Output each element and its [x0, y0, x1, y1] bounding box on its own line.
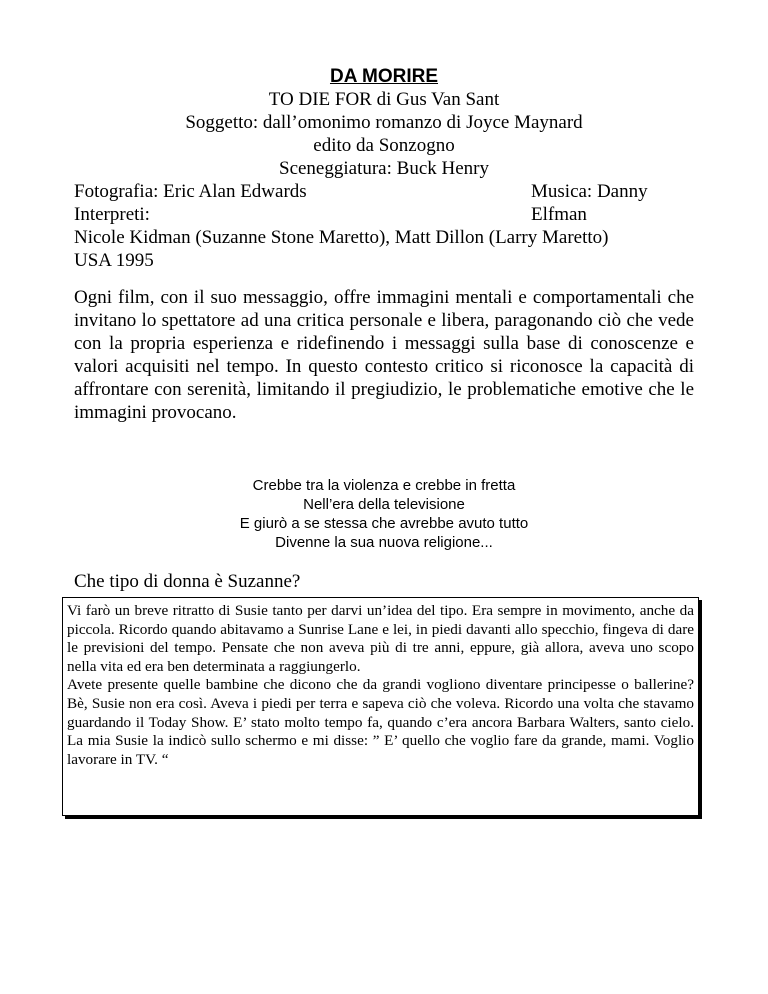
credits-interpreti: Nicole Kidman (Suzanne Stone Maretto), Matt Dillon (Larry Maretto)	[74, 227, 609, 248]
poem-line: Nell’era della televisione	[303, 496, 465, 513]
credits-soggetto: Soggetto: dall’omonimo romanzo di Joyce Maynard	[185, 112, 583, 133]
credits-fotografia: Fotografia: Eric Alan Edwards	[74, 181, 307, 202]
section-heading: Che tipo di donna è Suzanne?	[74, 571, 301, 592]
poem-line: Crebbe tra la violenza e crebbe in fretta	[252, 477, 516, 494]
poem-line: E giurò a se stessa che avrebbe avuto tutto	[239, 515, 529, 532]
credits-film-line: TO DIE FOR di Gus Van Sant	[268, 89, 500, 110]
credits-musica: Musica: Danny Elfman	[531, 181, 648, 225]
quote-paragraph: Vi farò un breve ritratto di Susie tanto per darvi un’idea del tipo. Era sempre in movimento, anche da piccola. Ricordo quando abitavamo a Sunrise Lane e lei, in piedi davanti allo specchio, fingeva di dare le previsioni del tempo. Pensate che non aveva più di tre anni, eppure, già allora, aveva uno scopo nella vita ed era ben determinata a raggiungerlo.	[67, 602, 694, 675]
quote-box	[62, 597, 699, 816]
poem	[0, 476, 768, 552]
page-title: DA MORIRE	[329, 66, 439, 87]
intro-paragraph: Ogni film, con il suo messaggio, offre immagini mentali e comportamentali che invitano lo spettatore ad una critica personale e libera, paragonando ciò che vede con la propria esperienza e ridefinendo i messaggi sulla base di conoscenze e valori acquisiti nel tempo. In questo contesto critico si riconosce la capacità di affrontare con serenità, limitando il pregiudizio, le problematiche emotive che le immagini provocano.	[74, 287, 694, 423]
credits-block	[74, 88, 694, 272]
quote-paragraph: Avete presente quelle bambine che dicono che da grandi vogliono diventare principesse o ballerine? Bè, Susie non era così. Aveva i piedi per terra e sapeva ciò che voleva. Ricordo una volta che stavamo guardando il Today Show. E’ stato molto tempo fa, quando c’era ancora Barbara Walters, santo cielo. La mia Susie la indicò sullo schermo e mi disse: ” E’ quello che voglio fare da grande, mami. Voglio lavorare in TV. “	[67, 676, 694, 768]
credits-editore: edito da Sonzogno	[313, 135, 455, 156]
credits-interpreti-label: Interpreti:	[74, 204, 150, 225]
credits-origin: USA 1995	[74, 250, 154, 271]
credits-sceneggiatura: Sceneggiatura: Buck Henry	[279, 158, 489, 179]
poem-line: Divenne la sua nuova religione...	[275, 534, 493, 551]
